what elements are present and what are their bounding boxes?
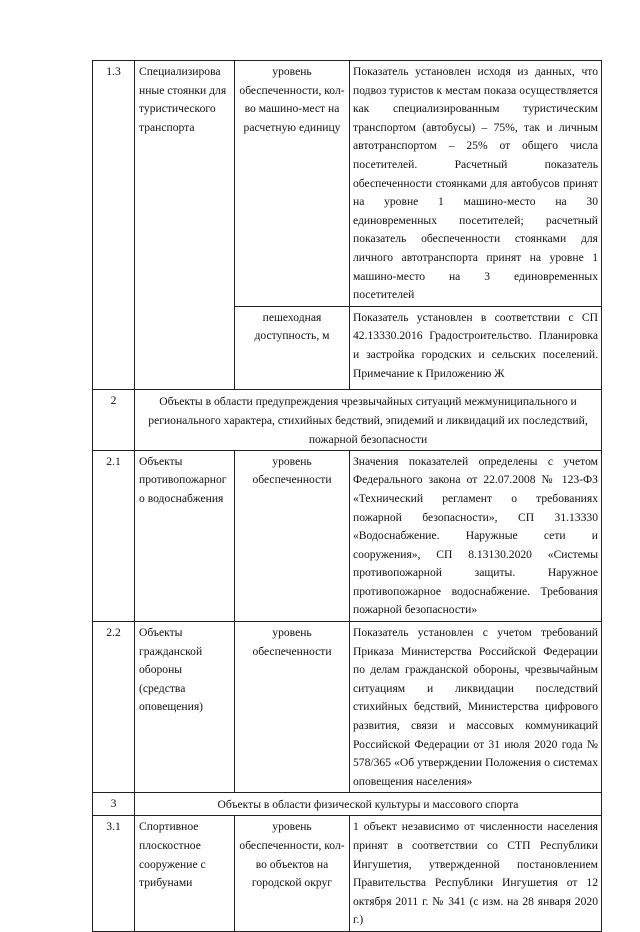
section-row-3 [93, 793, 602, 816]
indicator-description: Показатель установлен исходя из данных, что подвоз туристов к местам показа осуществляется как специализированным туристическим транспортом (автобусы) – 75%, так и личным автотранспортом – 25% от общего числа посетителей. Расчетный показатель обеспеченности стоянками для автобусов принят на уровне 1 машино-место на 30 единовременных посетителей; расчетный показатель обеспеченности стоянками для личного автотранспорта принят на уровне 1 машино-место на 3 единовременных посетителей [350, 61, 602, 307]
indicator-description: Показатель установлен с учетом требований Приказа Министерства Российской Федерации по делам гражданской обороны, чрезвычайным ситуациям и ликвидации последствий стихийных бедствий, Министерства цифрового развития, связи и массовых коммуникаций Российской Федерации от 31 июля 2020 года № 578/365 «Об утверждении Положения о системах оповещения населения» [350, 622, 602, 793]
object-name: Специализирова нные стоянки для туристического транспорта [135, 61, 235, 390]
row-number: 2.2 [93, 622, 135, 793]
object-name: Объекты гражданской обороны (средства оповещения) [135, 622, 235, 793]
row-number: 2.1 [93, 450, 135, 621]
row-number: 1.3 [93, 61, 135, 390]
section-row-2 [93, 389, 602, 450]
indicator-name: уровень обеспеченности [235, 622, 350, 793]
indicator-name: уровень обеспеченности, кол-во объектов на городской округ [235, 816, 350, 932]
section-number: 3 [93, 793, 135, 816]
indicator-description: Показатель установлен в соответствии с СП 42.13330.2016 Градостроительство. Планировка и застройка городских и сельских поселений. Примечание к Приложению Ж [350, 306, 602, 389]
object-name: Спортивное плоскостное сооружение с трибунами [135, 816, 235, 932]
table-row-3-1 [93, 816, 602, 932]
table-row-1-3 [93, 61, 602, 307]
indicator-name: уровень обеспеченности, кол-во машино-мест на расчетную единицу [235, 61, 350, 307]
section-title: Объекты в области предупреждения чрезвычайных ситуаций межмуниципального и регионального характера, стихийных бедствий, эпидемий и ликвидаций их последствий, пожарной безопасности [135, 389, 602, 450]
indicator-description: Значения показателей определены с учетом Федерального закона от 22.07.2008 № 123-ФЗ «Технический регламент о требованиях пожарной безопасности», СП 31.13330 «Водоснабжение. Наружные сети и сооружения», СП 8.13130.2020 «Системы противопожарной защиты. Наружное противопожарное водоснабжение. Требования пожарной безопасности» [350, 450, 602, 621]
indicator-name: уровень обеспеченности [235, 450, 350, 621]
indicator-description: 1 объект независимо от численности населения принят в соответствии со СТП Республики Ингушетия, утвержденной постановлением Правительства Республики Ингушетия от 12 октября 2011 г. № 341 (с изм. на 28 января 2020 г.) [350, 816, 602, 932]
table-row-2-2 [93, 622, 602, 793]
indicator-name: пешеходная доступность, м [235, 306, 350, 389]
norms-table [92, 60, 602, 932]
row-number: 3.1 [93, 816, 135, 932]
section-number: 2 [93, 389, 135, 450]
section-title: Объекты в области физической культуры и массового спорта [135, 793, 602, 816]
object-name: Объекты противопожарног о водоснабжения [135, 450, 235, 621]
table-row-2-1 [93, 450, 602, 621]
